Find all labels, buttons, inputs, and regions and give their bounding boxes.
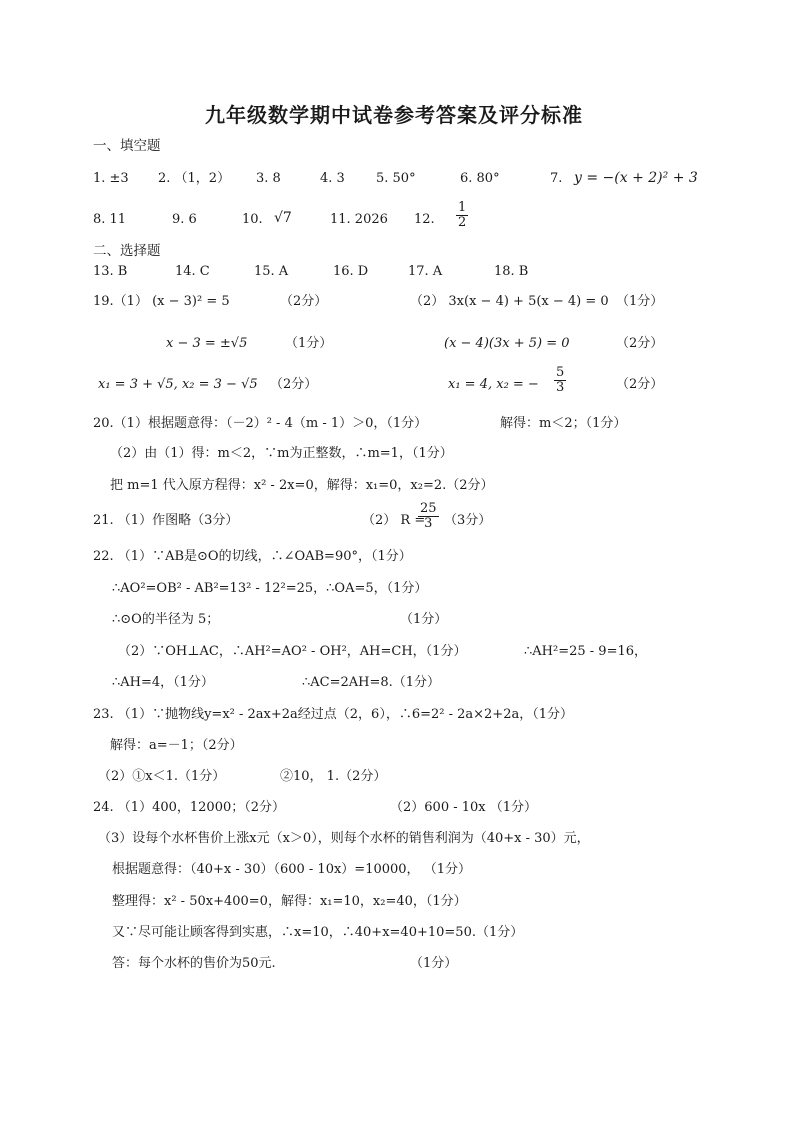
- q22-line3: ∴⊙O的半径为 5；: [112, 612, 220, 627]
- q19-part2-step3: x₁ = 4, x₂ = −: [448, 377, 539, 392]
- q19-part2-step2: (x − 4)(3x + 5) = 0: [444, 336, 570, 351]
- answer-q11: 11. 2026: [330, 212, 388, 227]
- q22-line3-score: （1分）: [400, 612, 448, 627]
- q20-line3: 把 m=1 代入原方程得：x² - 2x=0，解得：x₁=0，x₂=2.（2分）: [110, 478, 494, 493]
- q21-fraction-numerator: 25: [420, 501, 437, 516]
- page-title: 九年级数学期中试卷参考答案及评分标准: [205, 103, 583, 127]
- answer-q7: y = −(x + 2)² + 3: [574, 170, 698, 186]
- q21-fraction-denominator: 3: [424, 515, 433, 531]
- q19-part1-step1: 19.（1） (x − 3)² = 5: [93, 294, 230, 309]
- answer-q10-label: 10.: [242, 212, 263, 227]
- q12-numerator: 1: [458, 200, 467, 215]
- q19-fraction-denominator: 3: [556, 379, 565, 395]
- answer-q3: 3. 8: [256, 171, 281, 186]
- answer-q12-label: 12.: [414, 212, 435, 227]
- answer-q18: 18. B: [494, 264, 529, 279]
- q23-line2: 解得：a=－1；（2分）: [110, 738, 243, 753]
- q22-line2: ∴AO²=OB² - AB²=13² - 12²=25，∴OA=5，（1分）: [112, 581, 428, 596]
- q22-line5-result: ∴AC=2AH=8.（1分）: [302, 675, 441, 690]
- q24-line2: （3）设每个水杯售价上涨x元（x＞0），则每个水杯的销售利润为（40+x - 30）元，: [98, 831, 590, 846]
- q22-line4: （2）∵OH⊥AC，∴AH²=AO² - OH²，AH=CH，（1分）: [118, 644, 467, 659]
- answer-q16: 16. D: [333, 264, 369, 279]
- q22-line5: ∴AH=4，（1分）: [112, 675, 214, 690]
- section-choice: 二、选择题: [93, 243, 161, 259]
- q24-line1-part2: （2）600 - 10x （1分）: [390, 800, 538, 815]
- answer-q17: 17. A: [408, 264, 443, 279]
- q19-part1-step2-score: （1分）: [285, 336, 333, 351]
- q24-line5: 又∵尽可能让顾客得到实惠，∴x=10，∴40+x=40+10=50.（1分）: [112, 925, 524, 940]
- q19-part1-step2: x − 3 = ±√5: [166, 336, 248, 351]
- answer-q8: 8. 11: [93, 212, 127, 227]
- answer-q1: 1. ±3: [93, 171, 129, 186]
- q21-part1: 21. （1）作图略（3分）: [93, 513, 239, 528]
- q24-line6: 答：每个水杯的售价为50元.: [112, 956, 276, 971]
- q12-denominator: 2: [458, 214, 467, 230]
- q20-line1: 20.（1）根据题意得：（－2）² - 4（m - 1）＞0，（1分）: [93, 416, 428, 431]
- q20-line2: （2）由（1）得：m＜2，∵m为正整数，∴m=1，（1分）: [110, 446, 453, 461]
- q19-part2-step1: （2） 3x(x − 4) + 5(x − 4) = 0: [410, 294, 609, 309]
- q19-part2-step3-score: （2分）: [616, 377, 664, 392]
- answer-q6: 6. 80°: [460, 171, 500, 186]
- q21-part2-label: （2） R =: [362, 513, 426, 528]
- answer-q5: 5. 50°: [376, 171, 416, 186]
- q24-line6-score: （1分）: [410, 956, 458, 971]
- q21-part2-score: （3分）: [444, 513, 492, 528]
- q20-line1-result: 解得：m＜2；（1分）: [500, 416, 627, 431]
- q19-part2-step1-score: （1分）: [616, 294, 664, 309]
- q23-line3-result: ②10， 1.（2分）: [280, 769, 387, 784]
- q23-line1: 23. （1）∵抛物线y=x² - 2ax+2a经过点（2，6），∴6=2² - 2a×2+2a，（1分）: [93, 707, 573, 722]
- answer-q15: 15. A: [254, 264, 289, 279]
- q24-line3: 根据题意得：（40+x - 30）（600 - 10x）=10000， （1分）: [112, 862, 471, 877]
- q22-line4-result: ∴AH²=25 - 9=16，: [524, 644, 648, 659]
- answer-q10: √7: [274, 210, 292, 226]
- answer-q4: 4. 3: [320, 171, 345, 186]
- q19-part2-step2-score: （2分）: [616, 336, 664, 351]
- q23-line3: （2）①x＜1.（1分）: [98, 769, 226, 784]
- q19-part1-step3-score: （2分）: [270, 377, 318, 392]
- answer-q9: 9. 6: [172, 212, 197, 227]
- section-fill-blank: 一、填空题: [93, 138, 161, 154]
- answer-q13: 13. B: [93, 264, 128, 279]
- q19-part2-fraction: [554, 366, 566, 394]
- q24-line4: 整理得：x² - 50x+400=0，解得：x₁=10，x₂=40，（1分）: [112, 894, 467, 909]
- q21-part2-fraction: [418, 502, 439, 530]
- answer-q14: 14. C: [175, 264, 210, 279]
- answer-q12: [456, 201, 468, 229]
- q24-line1: 24. （1）400，12000；（2分）: [93, 800, 286, 815]
- q19-part1-step1-score: （2分）: [280, 294, 328, 309]
- answer-q2: 2. （1，2）: [158, 171, 231, 186]
- q19-part1-step3: x₁ = 3 + √5, x₂ = 3 − √5: [98, 377, 258, 392]
- q19-fraction-numerator: 5: [556, 365, 565, 380]
- q22-line1: 22. （1）∵AB是⊙O的切线，∴∠OAB=90°，（1分）: [93, 549, 412, 564]
- answer-q7-label: 7.: [550, 171, 563, 186]
